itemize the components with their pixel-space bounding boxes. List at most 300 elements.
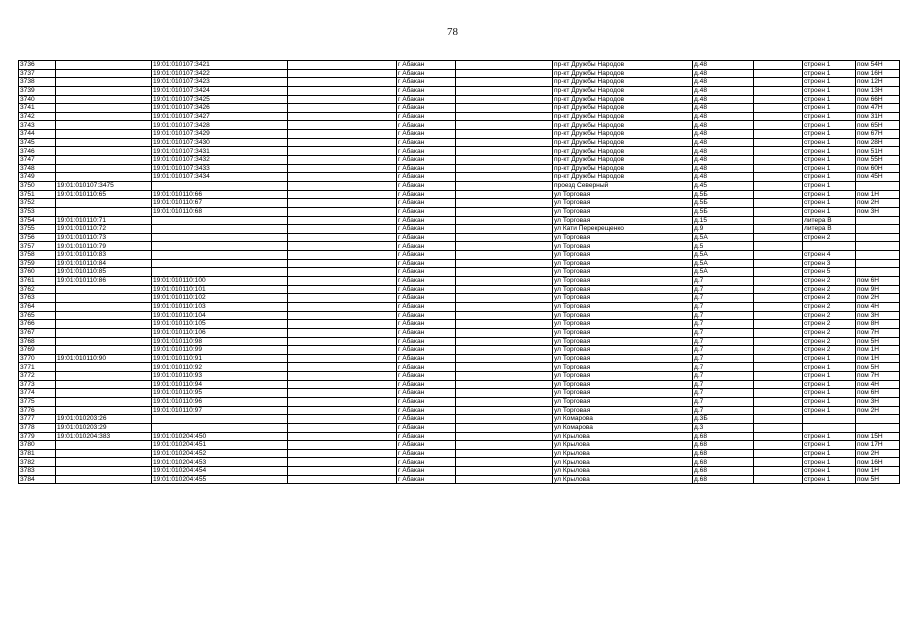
parent-cadastral-cell — [56, 130, 152, 139]
table-row — [19, 61, 900, 70]
street-cell: ул Торговая — [553, 242, 693, 251]
table-row — [19, 423, 900, 432]
empty-cell — [754, 389, 803, 398]
building-cell: строен 1 — [803, 181, 856, 190]
parent-cadastral-cell — [56, 328, 152, 337]
street-cell: ул Торговая — [553, 363, 693, 372]
table-row — [19, 363, 900, 372]
empty-cell — [754, 147, 803, 156]
row-number-cell: 3761 — [19, 277, 56, 286]
house-cell: д.7 — [693, 397, 754, 406]
empty-cell — [456, 380, 553, 389]
house-cell: д.48 — [693, 69, 754, 78]
room-cell — [856, 251, 900, 260]
empty-cell — [754, 216, 803, 225]
empty-cell — [754, 294, 803, 303]
empty-cell — [288, 156, 397, 165]
row-number-cell: 3757 — [19, 242, 56, 251]
city-cell: г Абакан — [397, 441, 456, 450]
city-cell: г Абакан — [397, 432, 456, 441]
street-cell: ул Крылова — [553, 441, 693, 450]
empty-cell — [456, 242, 553, 251]
cadastral-number-cell: 19:01:010110:66 — [152, 190, 288, 199]
parent-cadastral-cell — [56, 458, 152, 467]
empty-cell — [456, 475, 553, 484]
row-number-cell: 3780 — [19, 441, 56, 450]
empty-cell — [754, 112, 803, 121]
street-cell: ул Крылова — [553, 458, 693, 467]
room-cell: пом 5Н — [856, 363, 900, 372]
table-row — [19, 251, 900, 260]
street-cell: ул Торговая — [553, 354, 693, 363]
empty-cell — [754, 86, 803, 95]
city-cell: г Абакан — [397, 147, 456, 156]
table-row — [19, 173, 900, 182]
city-cell: г Абакан — [397, 112, 456, 121]
street-cell: ул Торговая — [553, 397, 693, 406]
parent-cadastral-cell: 19:01:010110:73 — [56, 233, 152, 242]
building-cell: строен 1 — [803, 164, 856, 173]
row-number-cell: 3743 — [19, 121, 56, 130]
empty-cell — [754, 138, 803, 147]
parent-cadastral-cell: 19:01:010110:86 — [56, 277, 152, 286]
building-cell: строен 2 — [803, 346, 856, 355]
house-cell: д.7 — [693, 277, 754, 286]
empty-cell — [754, 259, 803, 268]
room-cell: пом 4Н — [856, 302, 900, 311]
city-cell: г Абакан — [397, 69, 456, 78]
street-cell: пр-кт Дружбы Народов — [553, 104, 693, 113]
house-cell: д.9 — [693, 225, 754, 234]
row-number-cell: 3763 — [19, 294, 56, 303]
table-row — [19, 302, 900, 311]
city-cell: г Абакан — [397, 294, 456, 303]
building-cell: строен 1 — [803, 207, 856, 216]
house-cell: д.15 — [693, 216, 754, 225]
building-cell: строен 1 — [803, 78, 856, 87]
empty-cell — [456, 406, 553, 415]
table-row — [19, 130, 900, 139]
table-row — [19, 449, 900, 458]
city-cell: г Абакан — [397, 277, 456, 286]
building-cell: строен 1 — [803, 69, 856, 78]
empty-cell — [456, 225, 553, 234]
empty-cell — [288, 242, 397, 251]
table-row — [19, 147, 900, 156]
empty-cell — [754, 181, 803, 190]
row-number-cell: 3739 — [19, 86, 56, 95]
empty-cell — [456, 397, 553, 406]
table-row — [19, 389, 900, 398]
registry-body — [19, 61, 900, 484]
empty-cell — [288, 423, 397, 432]
street-cell: ул Торговая — [553, 277, 693, 286]
parent-cadastral-cell — [56, 173, 152, 182]
empty-cell — [288, 346, 397, 355]
city-cell: г Абакан — [397, 61, 456, 70]
room-cell: пом 8Н — [856, 320, 900, 329]
empty-cell — [456, 121, 553, 130]
room-cell: пом 54Н — [856, 61, 900, 70]
empty-cell — [456, 104, 553, 113]
parent-cadastral-cell — [56, 441, 152, 450]
house-cell: д.7 — [693, 311, 754, 320]
street-cell: пр-кт Дружбы Народов — [553, 147, 693, 156]
room-cell: пом 7Н — [856, 372, 900, 381]
empty-cell — [288, 95, 397, 104]
room-cell: пом 2Н — [856, 199, 900, 208]
parent-cadastral-cell — [56, 397, 152, 406]
empty-cell — [754, 242, 803, 251]
row-number-cell: 3759 — [19, 259, 56, 268]
room-cell: пом 12Н — [856, 78, 900, 87]
parent-cadastral-cell — [56, 320, 152, 329]
building-cell: строен 2 — [803, 328, 856, 337]
house-cell: д.7 — [693, 294, 754, 303]
parent-cadastral-cell — [56, 147, 152, 156]
street-cell: пр-кт Дружбы Народов — [553, 61, 693, 70]
empty-cell — [754, 320, 803, 329]
empty-cell — [456, 173, 553, 182]
empty-cell — [456, 259, 553, 268]
table-row — [19, 112, 900, 121]
empty-cell — [754, 441, 803, 450]
room-cell: пом 3Н — [856, 311, 900, 320]
room-cell: пом 65Н — [856, 121, 900, 130]
house-cell: д.7 — [693, 328, 754, 337]
room-cell: пом 15Н — [856, 432, 900, 441]
room-cell: пом 47Н — [856, 104, 900, 113]
room-cell: пом 2Н — [856, 406, 900, 415]
parent-cadastral-cell: 19:01:010203:29 — [56, 423, 152, 432]
building-cell: строен 1 — [803, 199, 856, 208]
street-cell: ул Торговая — [553, 320, 693, 329]
room-cell: пом 2Н — [856, 294, 900, 303]
parent-cadastral-cell — [56, 69, 152, 78]
empty-cell — [456, 147, 553, 156]
building-cell: строен 1 — [803, 112, 856, 121]
building-cell: строен 1 — [803, 475, 856, 484]
city-cell: г Абакан — [397, 311, 456, 320]
table-row — [19, 415, 900, 424]
building-cell: строен 1 — [803, 397, 856, 406]
empty-cell — [456, 423, 553, 432]
room-cell: пом 1Н — [856, 467, 900, 476]
row-number-cell: 3737 — [19, 69, 56, 78]
parent-cadastral-cell — [56, 467, 152, 476]
parent-cadastral-cell — [56, 112, 152, 121]
row-number-cell: 3745 — [19, 138, 56, 147]
room-cell: пом 17Н — [856, 441, 900, 450]
house-cell: д.68 — [693, 475, 754, 484]
building-cell: строен 1 — [803, 173, 856, 182]
cadastral-number-cell: 19:01:010107:3422 — [152, 69, 288, 78]
row-number-cell: 3781 — [19, 449, 56, 458]
row-number-cell: 3769 — [19, 346, 56, 355]
building-cell: строен 2 — [803, 320, 856, 329]
table-row — [19, 164, 900, 173]
row-number-cell: 3782 — [19, 458, 56, 467]
parent-cadastral-cell — [56, 285, 152, 294]
empty-cell — [288, 259, 397, 268]
building-cell: строен 1 — [803, 467, 856, 476]
empty-cell — [456, 294, 553, 303]
row-number-cell: 3768 — [19, 337, 56, 346]
house-cell: д.5А — [693, 251, 754, 260]
street-cell: ул Комарова — [553, 423, 693, 432]
row-number-cell: 3748 — [19, 164, 56, 173]
city-cell: г Абакан — [397, 268, 456, 277]
empty-cell — [288, 441, 397, 450]
room-cell: пом 60Н — [856, 164, 900, 173]
city-cell: г Абакан — [397, 397, 456, 406]
empty-cell — [754, 311, 803, 320]
room-cell: пом 1Н — [856, 346, 900, 355]
empty-cell — [456, 320, 553, 329]
row-number-cell: 3765 — [19, 311, 56, 320]
house-cell: д.48 — [693, 147, 754, 156]
city-cell: г Абакан — [397, 225, 456, 234]
cadastral-number-cell: 19:01:010110:98 — [152, 337, 288, 346]
row-number-cell: 3760 — [19, 268, 56, 277]
building-cell: строен 1 — [803, 130, 856, 139]
building-cell: строен 1 — [803, 432, 856, 441]
empty-cell — [456, 346, 553, 355]
cadastral-number-cell: 19:01:010107:3432 — [152, 156, 288, 165]
empty-cell — [288, 294, 397, 303]
building-cell: строен 1 — [803, 354, 856, 363]
table-row — [19, 285, 900, 294]
parent-cadastral-cell: 19:01:010110:65 — [56, 190, 152, 199]
cadastral-number-cell: 19:01:010107:3431 — [152, 147, 288, 156]
empty-cell — [288, 415, 397, 424]
empty-cell — [456, 61, 553, 70]
table-row — [19, 337, 900, 346]
city-cell: г Абакан — [397, 251, 456, 260]
city-cell: г Абакан — [397, 380, 456, 389]
row-number-cell: 3747 — [19, 156, 56, 165]
cadastral-number-cell: 19:01:010107:3433 — [152, 164, 288, 173]
cadastral-number-cell: 19:01:010110:106 — [152, 328, 288, 337]
table-row — [19, 242, 900, 251]
room-cell: пом 3Н — [856, 397, 900, 406]
city-cell: г Абакан — [397, 233, 456, 242]
empty-cell — [456, 389, 553, 398]
street-cell: ул Торговая — [553, 268, 693, 277]
parent-cadastral-cell — [56, 104, 152, 113]
cadastral-number-cell: 19:01:010110:102 — [152, 294, 288, 303]
city-cell: г Абакан — [397, 156, 456, 165]
empty-cell — [288, 285, 397, 294]
building-cell: литера В — [803, 225, 856, 234]
empty-cell — [456, 441, 553, 450]
building-cell: строен 3 — [803, 259, 856, 268]
building-cell: строен 2 — [803, 277, 856, 286]
empty-cell — [456, 86, 553, 95]
street-cell: ул Кати Перекрещенко — [553, 225, 693, 234]
parent-cadastral-cell: 19:01:010110:85 — [56, 268, 152, 277]
street-cell: ул Торговая — [553, 251, 693, 260]
row-number-cell: 3762 — [19, 285, 56, 294]
empty-cell — [288, 225, 397, 234]
street-cell: ул Торговая — [553, 285, 693, 294]
table-row — [19, 225, 900, 234]
table-row — [19, 104, 900, 113]
empty-cell — [456, 302, 553, 311]
city-cell: г Абакан — [397, 242, 456, 251]
building-cell: строен 2 — [803, 233, 856, 242]
street-cell: ул Торговая — [553, 294, 693, 303]
city-cell: г Абакан — [397, 138, 456, 147]
street-cell: ул Торговая — [553, 302, 693, 311]
table-row — [19, 268, 900, 277]
building-cell: строен 2 — [803, 311, 856, 320]
house-cell: д.5Б — [693, 207, 754, 216]
empty-cell — [288, 406, 397, 415]
table-row — [19, 432, 900, 441]
building-cell: строен 1 — [803, 95, 856, 104]
row-number-cell: 3783 — [19, 467, 56, 476]
empty-cell — [456, 432, 553, 441]
house-cell: д.48 — [693, 138, 754, 147]
cadastral-number-cell: 19:01:010110:68 — [152, 207, 288, 216]
row-number-cell: 3751 — [19, 190, 56, 199]
empty-cell — [754, 415, 803, 424]
street-cell: ул Торговая — [553, 190, 693, 199]
street-cell: ул Торговая — [553, 346, 693, 355]
house-cell: д.7 — [693, 406, 754, 415]
cadastral-number-cell — [152, 233, 288, 242]
cadastral-number-cell: 19:01:010110:96 — [152, 397, 288, 406]
empty-cell — [288, 69, 397, 78]
room-cell: пом 66Н — [856, 95, 900, 104]
city-cell: г Абакан — [397, 190, 456, 199]
empty-cell — [754, 363, 803, 372]
house-cell: д.68 — [693, 449, 754, 458]
empty-cell — [754, 467, 803, 476]
street-cell: пр-кт Дружбы Народов — [553, 173, 693, 182]
row-number-cell: 3771 — [19, 363, 56, 372]
empty-cell — [456, 216, 553, 225]
page-number: 78 — [447, 26, 458, 38]
parent-cadastral-cell — [56, 363, 152, 372]
parent-cadastral-cell — [56, 475, 152, 484]
building-cell: строен 1 — [803, 363, 856, 372]
empty-cell — [288, 78, 397, 87]
house-cell: д.45 — [693, 181, 754, 190]
empty-cell — [456, 337, 553, 346]
street-cell: пр-кт Дружбы Народов — [553, 130, 693, 139]
empty-cell — [754, 78, 803, 87]
parent-cadastral-cell — [56, 337, 152, 346]
building-cell: строен 2 — [803, 285, 856, 294]
city-cell: г Абакан — [397, 104, 456, 113]
empty-cell — [288, 397, 397, 406]
empty-cell — [754, 432, 803, 441]
table-row — [19, 311, 900, 320]
cadastral-number-cell: 19:01:010204:455 — [152, 475, 288, 484]
empty-cell — [754, 423, 803, 432]
street-cell: ул Торговая — [553, 389, 693, 398]
table-row — [19, 475, 900, 484]
cadastral-number-cell: 19:01:010107:3421 — [152, 61, 288, 70]
street-cell: ул Торговая — [553, 311, 693, 320]
parent-cadastral-cell: 19:01:010110:72 — [56, 225, 152, 234]
empty-cell — [754, 61, 803, 70]
row-number-cell: 3738 — [19, 78, 56, 87]
table-row — [19, 277, 900, 286]
city-cell: г Абакан — [397, 199, 456, 208]
cadastral-number-cell — [152, 225, 288, 234]
row-number-cell: 3772 — [19, 372, 56, 381]
parent-cadastral-cell — [56, 380, 152, 389]
street-cell: пр-кт Дружбы Народов — [553, 112, 693, 121]
room-cell — [856, 216, 900, 225]
empty-cell — [288, 320, 397, 329]
house-cell: д.5Б — [693, 199, 754, 208]
city-cell: г Абакан — [397, 346, 456, 355]
building-cell: строен 1 — [803, 458, 856, 467]
empty-cell — [288, 216, 397, 225]
empty-cell — [754, 397, 803, 406]
parent-cadastral-cell — [56, 207, 152, 216]
city-cell: г Абакан — [397, 406, 456, 415]
city-cell: г Абакан — [397, 121, 456, 130]
cadastral-number-cell: 19:01:010107:3424 — [152, 86, 288, 95]
empty-cell — [288, 86, 397, 95]
building-cell: строен 2 — [803, 337, 856, 346]
cadastral-number-cell: 19:01:010110:105 — [152, 320, 288, 329]
house-cell: д.7 — [693, 363, 754, 372]
room-cell: пом 16Н — [856, 458, 900, 467]
row-number-cell: 3746 — [19, 147, 56, 156]
street-cell: ул Торговая — [553, 328, 693, 337]
row-number-cell: 3784 — [19, 475, 56, 484]
house-cell: д.7 — [693, 337, 754, 346]
cadastral-number-cell: 19:01:010107:3428 — [152, 121, 288, 130]
cadastral-number-cell — [152, 259, 288, 268]
row-number-cell: 3778 — [19, 423, 56, 432]
empty-cell — [288, 104, 397, 113]
empty-cell — [456, 69, 553, 78]
parent-cadastral-cell — [56, 372, 152, 381]
parent-cadastral-cell — [56, 164, 152, 173]
street-cell: ул Торговая — [553, 337, 693, 346]
empty-cell — [288, 173, 397, 182]
building-cell: строен 2 — [803, 294, 856, 303]
empty-cell — [754, 328, 803, 337]
room-cell — [856, 242, 900, 251]
table-row — [19, 467, 900, 476]
empty-cell — [456, 372, 553, 381]
house-cell: д.7 — [693, 285, 754, 294]
house-cell: д.3Б — [693, 415, 754, 424]
city-cell: г Абакан — [397, 337, 456, 346]
table-row — [19, 138, 900, 147]
table-row — [19, 354, 900, 363]
empty-cell — [754, 104, 803, 113]
cadastral-number-cell: 19:01:010110:99 — [152, 346, 288, 355]
house-cell: д.5 — [693, 242, 754, 251]
empty-cell — [754, 130, 803, 139]
house-cell: д.68 — [693, 467, 754, 476]
building-cell: литера В — [803, 216, 856, 225]
empty-cell — [288, 354, 397, 363]
cadastral-number-cell — [152, 415, 288, 424]
house-cell: д.7 — [693, 354, 754, 363]
parent-cadastral-cell: 19:01:010110:79 — [56, 242, 152, 251]
building-cell: строен 1 — [803, 406, 856, 415]
